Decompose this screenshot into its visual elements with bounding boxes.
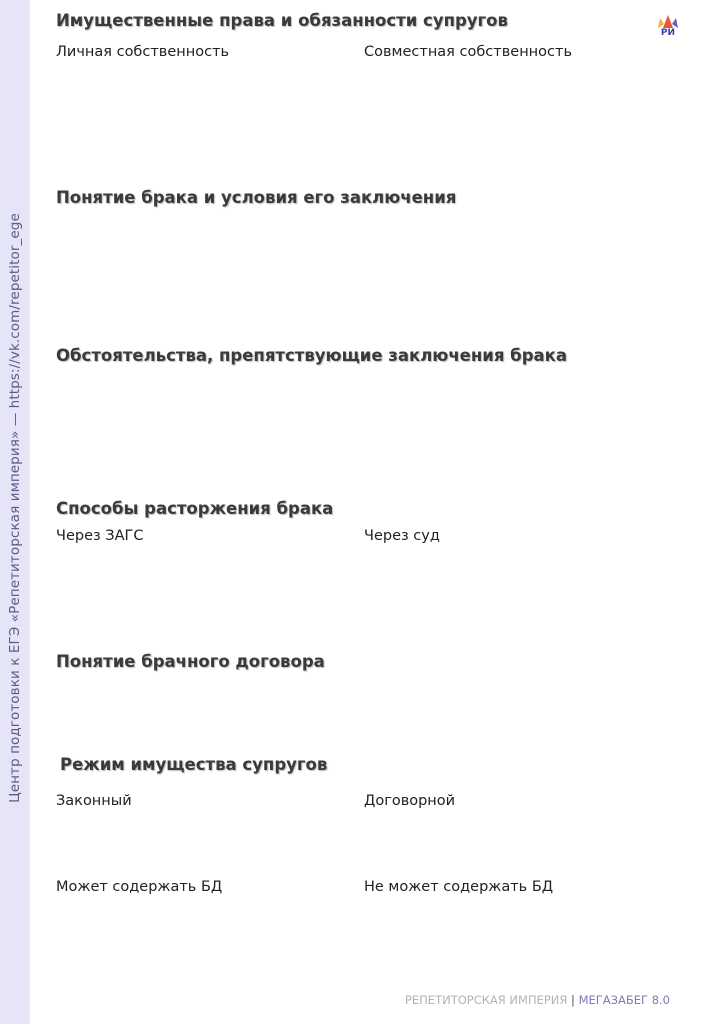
heading-marriage-concept: Понятие брака и условия его заключения [56,188,457,207]
footer-event: МЕГАЗАБЕГ 8.0 [578,993,670,1007]
footer-separator: | [571,993,575,1007]
heading-marriage-contract: Понятие брачного договора [56,652,325,671]
sidebar-vertical-caption: Центр подготовки к ЕГЭ «Репетиторская империя» — https://vk.com/repetitor_ege [7,213,23,803]
logo [656,14,680,46]
cell-legal-regime: Законный [56,793,132,809]
heading-marriage-obstacles: Обстоятельства, препятствующие заключения брака [56,346,567,365]
heading-divorce-methods: Способы расторжения брака [56,499,334,518]
cell-via-zags: Через ЗАГС [56,528,144,544]
footer-brand: РЕПЕТИТОРСКАЯ ИМПЕРИЯ [404,993,568,1007]
cell-contractual-regime: Договорной [364,793,456,809]
logo-text: РИ [660,28,676,38]
cell-joint-property: Совместная собственность [364,44,572,60]
cell-may-contain-contract: Может содержать БД [56,879,223,895]
cell-personal-property: Личная собственность [56,44,230,60]
sidebar-band [0,0,30,1024]
cell-via-court: Через суд [364,528,440,544]
footer [405,993,670,1007]
heading-property-regime: Режим имущества супругов [60,755,328,774]
heading-property-rights: Имущественные права и обязанности супругов [56,11,508,30]
cell-may-not-contain-contract: Не может содержать БД [364,879,554,895]
